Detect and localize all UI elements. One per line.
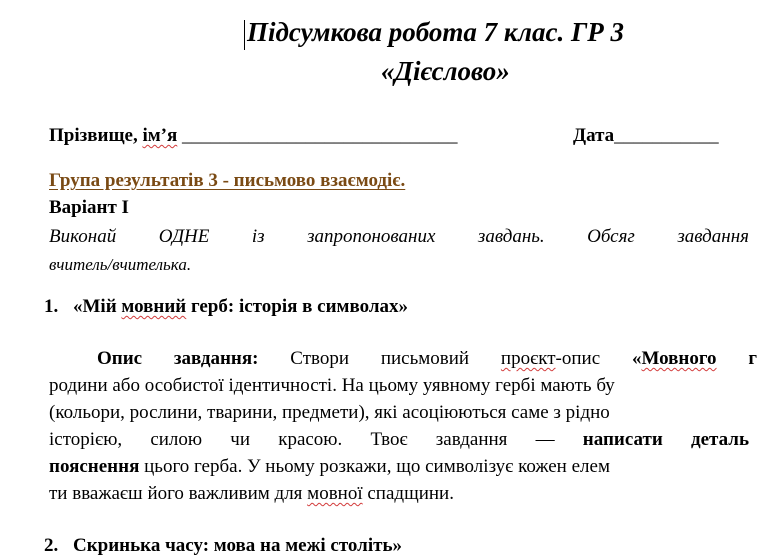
page-title-line2: «Дієслово» (381, 56, 510, 86)
task1-title-part: герб: історія в символах» (186, 296, 408, 317)
task1-paragraph-line2: родини або особистої ідентичності. На цьому уявному гербі мають бу (49, 375, 615, 396)
task-description-lead: Опис завдання: (97, 348, 259, 369)
task1-text: спадщини. (362, 483, 454, 504)
instr-word: запропонованих (307, 226, 436, 247)
instr-word: завдання (677, 226, 749, 247)
task1-text: історією, силою чи красою. Твоє завдання — (49, 429, 583, 450)
page-title-line1: Підсумкова робота 7 клас. ГР 3 (247, 17, 625, 47)
instr-word: завдань. (477, 226, 545, 247)
task1-title (73, 296, 408, 318)
variant-label: Варіант І (49, 197, 129, 218)
name-blank[interactable]: _____________________________ (182, 125, 458, 146)
task2-title: Скринька часу: мова на межі століть» (73, 535, 403, 556)
task1-text: ти вважаєш його важливим для (49, 483, 308, 504)
instr-word: Виконай (49, 226, 117, 247)
task1-number: 1. (44, 296, 59, 317)
surname-label: Прізвище, (49, 125, 143, 146)
task1-title-part: «Мій (73, 296, 122, 317)
name-field-row (49, 125, 458, 147)
date-label: Дата (573, 125, 615, 146)
instructions-line2: вчитель/вчителька. (49, 255, 192, 274)
task1-text: Мовного (641, 348, 717, 369)
task1-text: цього герба. У ньому розкажи, що символізує кожен елем (139, 456, 610, 477)
task1-paragraph-line5 (49, 456, 610, 478)
instr-word: Обсяг (587, 226, 635, 247)
task1-text: Створи письмовий (258, 348, 501, 369)
task1-text: -опис (555, 348, 632, 369)
task1-paragraph-line6 (49, 483, 454, 505)
text-cursor (244, 20, 245, 50)
task1-text: мовної (307, 483, 363, 504)
task1-paragraph-line4 (49, 429, 749, 451)
group-heading: Група результатів 3 - письмово взаємодіє. (49, 170, 406, 191)
task1-title-part: мовний (121, 296, 187, 317)
task1-text: « (631, 348, 642, 369)
instr-word: ОДНЕ (158, 226, 210, 247)
task1-text: проєкт (500, 348, 556, 369)
instr-word: із (251, 226, 265, 247)
task1-text: г (716, 348, 757, 369)
date-blank[interactable]: ___________ (614, 125, 719, 146)
task2-number: 2. (44, 535, 59, 556)
task1-paragraph-line1 (97, 348, 757, 370)
task1-text: пояснення (49, 456, 140, 477)
instructions-line1 (49, 226, 749, 248)
name-label: ім’я (142, 125, 178, 146)
date-field-row (573, 125, 719, 147)
task1-paragraph-line3: (кольори, рослини, тварини, предмети), які асоціюються саме з рідно (49, 402, 610, 423)
task1-text: написати деталь (582, 429, 749, 450)
